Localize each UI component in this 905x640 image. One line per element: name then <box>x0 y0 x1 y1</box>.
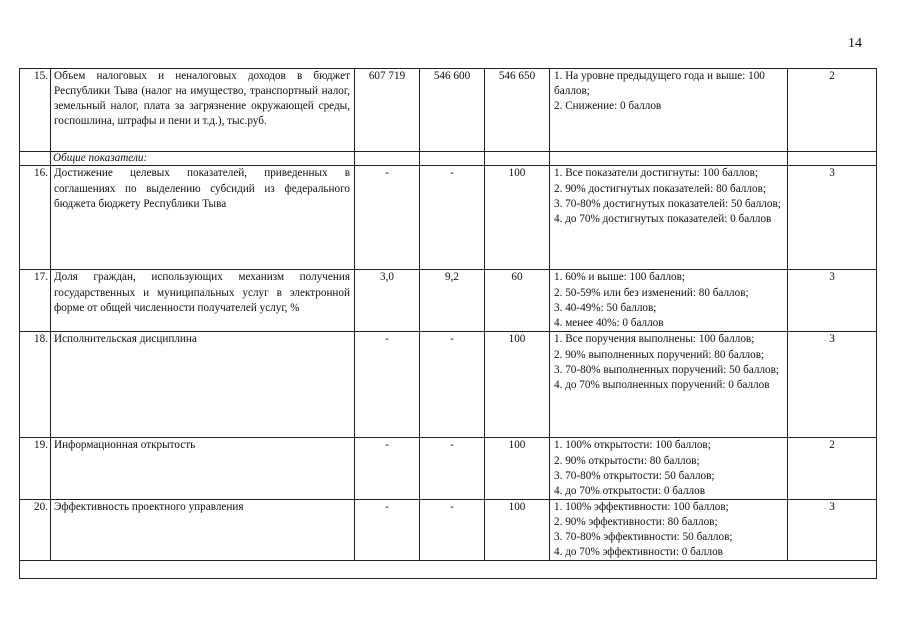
criteria-line: 4. до 70% достигнутых показателей: 0 баллов <box>554 212 772 225</box>
value-cell: 100 <box>485 166 550 270</box>
criteria-line: 3. 40-49%: 50 баллов; <box>554 301 657 314</box>
criteria-cell <box>550 270 788 332</box>
indicators-table <box>19 68 877 579</box>
criteria-line: 3. 70-80% эффективности: 50 баллов; <box>554 531 733 544</box>
criteria-line: 2. 50-59% или без изменений: 80 баллов; <box>554 286 749 299</box>
value-cell: 3,0 <box>355 270 420 332</box>
criteria-line: 4. до 70% открытости: 0 баллов <box>554 484 706 497</box>
row-number: 16. <box>20 166 51 270</box>
criteria-line: 3. 70-80% достигнутых показателей: 50 баллов; <box>554 197 781 210</box>
table-row <box>20 166 877 270</box>
value-cell: - <box>355 332 420 438</box>
criteria-line: 4. до 70% выполненных поручений: 0 баллов <box>554 378 770 391</box>
row-number: 15. <box>20 69 51 152</box>
page-number: 14 <box>848 36 862 51</box>
value-cell: - <box>420 438 485 499</box>
value-cell: 100 <box>485 332 550 438</box>
criteria-line: 2. Снижение: 0 баллов <box>554 100 662 113</box>
section-label: Общие показатели: <box>51 152 355 166</box>
table-row <box>20 270 877 332</box>
criteria-line: 1. Все показатели достигнуты: 100 баллов; <box>554 167 759 180</box>
criteria-line: 2. 90% эффективности: 80 баллов; <box>554 515 718 528</box>
value-cell: 60 <box>485 270 550 332</box>
value-cell: - <box>420 332 485 438</box>
weight-cell: 2 <box>788 69 877 152</box>
section-num-cell <box>20 152 51 166</box>
weight-cell: 3 <box>788 270 877 332</box>
criteria-line: 4. менее 40%: 0 баллов <box>554 316 664 329</box>
indicator-name: Объем налоговых и неналоговых доходов в бюджет Республики Тыва (налог на имущество, транспортный налог, земельный налог, плата за загрязнение окружающей среды, госпошлина, штрафы и пени и т.д.), тыс.руб. <box>51 69 355 152</box>
criteria-cell <box>550 332 788 438</box>
value-cell: 546 650 <box>485 69 550 152</box>
indicator-name: Доля граждан, использующих механизм получения государственных и муниципальных услуг в электронной форме от общей численности получателей услуг, % <box>51 270 355 332</box>
criteria-line: 3. 70-80% открытости: 50 баллов; <box>554 469 715 482</box>
weight-cell: 3 <box>788 332 877 438</box>
criteria-line: 1. 100% открытости: 100 баллов; <box>554 439 711 452</box>
criteria-line: 1. На уровне предыдущего года и выше: 100 баллов; <box>554 70 765 98</box>
criteria-line: 2. 90% выполненных поручений: 80 баллов; <box>554 348 765 361</box>
indicator-name: Достижение целевых показателей, приведенных в соглашениях по выделению субсидий из федерального бюджета бюджету Республики Тыва <box>51 166 355 270</box>
weight-cell: 3 <box>788 166 877 270</box>
indicator-name: Исполнительская дисциплина <box>51 332 355 438</box>
criteria-line: 2. 90% достигнутых показателей: 80 баллов; <box>554 182 766 195</box>
weight-cell: 3 <box>788 499 877 560</box>
indicator-name: Информационная открытость <box>51 438 355 499</box>
table-row <box>20 438 877 499</box>
value-cell: 100 <box>485 499 550 560</box>
value-cell: - <box>355 166 420 270</box>
table-row <box>20 69 877 152</box>
value-cell: - <box>420 499 485 560</box>
value-cell: 546 600 <box>420 69 485 152</box>
criteria-cell <box>550 499 788 560</box>
value-cell: - <box>355 499 420 560</box>
value-cell: 9,2 <box>420 270 485 332</box>
value-cell: - <box>420 166 485 270</box>
indicator-name: Эффективность проектного управления <box>51 499 355 560</box>
value-cell: - <box>355 438 420 499</box>
weight-cell: 2 <box>788 438 877 499</box>
row-number: 17. <box>20 270 51 332</box>
criteria-line: 4. до 70% эффективности: 0 баллов <box>554 546 723 559</box>
value-cell: 100 <box>485 438 550 499</box>
row-number: 18. <box>20 332 51 438</box>
criteria-line: 1. 100% эффективности: 100 баллов; <box>554 500 729 513</box>
value-cell: 607 719 <box>355 69 420 152</box>
criteria-cell <box>550 438 788 499</box>
criteria-line: 1. Все поручения выполнены: 100 баллов; <box>554 333 755 346</box>
table-row <box>20 499 877 560</box>
criteria-cell <box>550 69 788 152</box>
table-footer-row <box>20 561 877 579</box>
row-number: 19. <box>20 438 51 499</box>
table-row <box>20 332 877 438</box>
criteria-cell <box>550 166 788 270</box>
section-row <box>20 152 877 166</box>
criteria-line: 1. 60% и выше: 100 баллов; <box>554 271 686 284</box>
row-number: 20. <box>20 499 51 560</box>
criteria-line: 3. 70-80% выполненных поручений: 50 баллов; <box>554 363 780 376</box>
criteria-line: 2. 90% открытости: 80 баллов; <box>554 454 700 467</box>
